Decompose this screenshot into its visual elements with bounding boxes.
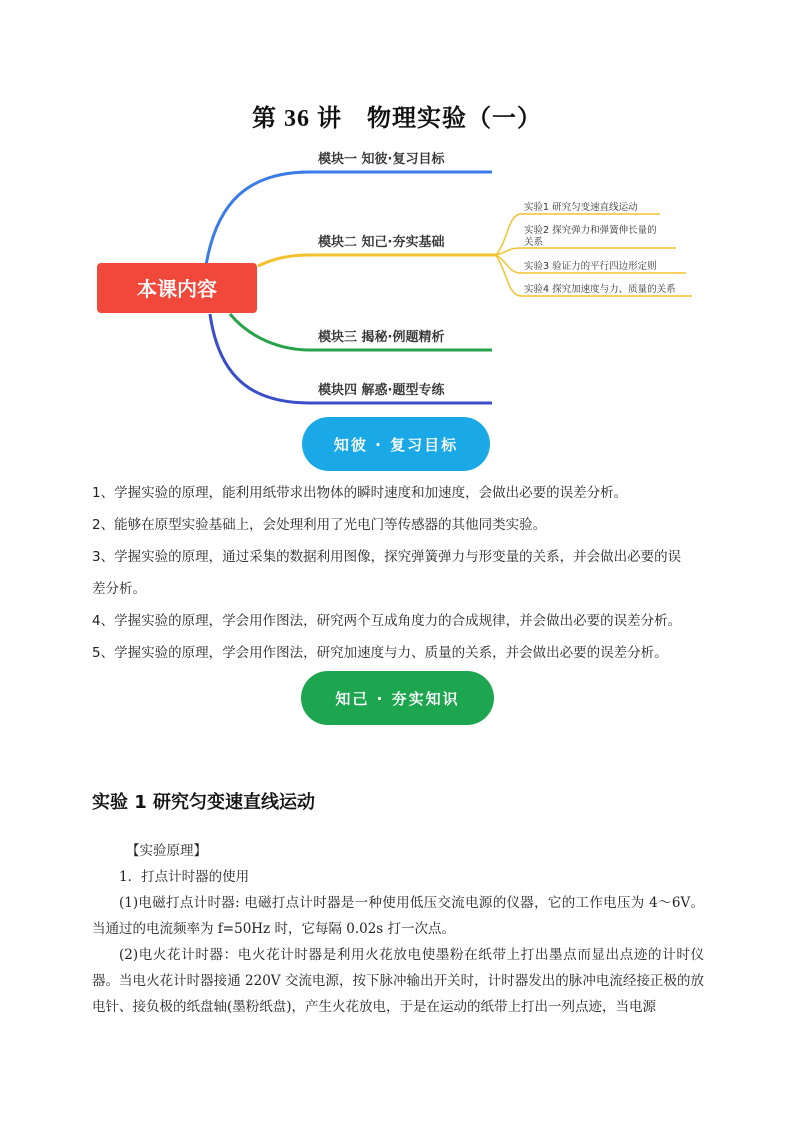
sub-item-2: 实验2 探究弹力和弹簧伸长量的 — [524, 225, 657, 236]
branch-label-3: 模块三 揭秘·例题精析 — [318, 330, 445, 345]
paragraph-2: (2)电火花计时器：电火花计时器是利用火花放电使墨粉在纸带上打出墨点而显出点迹的计时仪器。当电火花计时器接通 220V 交流电源，按下脉冲输出开关时，计时器发出的脉冲电流经接正极的放电针、接负极的纸盘轴(墨粉纸盘)，产生火花放电，于是在运动的纸带上打出一列点迹，当电源 — [92, 947, 704, 1015]
principle-label: 【实验原理】 — [126, 843, 207, 859]
section-body — [92, 838, 704, 1020]
mind-map — [0, 0, 794, 420]
review-goals-badge: 知彼 · 复习目标 — [302, 417, 490, 471]
sub-item-3: 实验3 验证力的平行四边形定则 — [524, 261, 657, 272]
branch-line-1 — [205, 172, 492, 272]
branch-line-2 — [258, 255, 496, 266]
section-heading: 实验 1 研究匀变速直线运动 — [92, 792, 316, 813]
page-title: 第 36 讲 物理实验（一） — [252, 106, 542, 132]
branch-label-2: 模块二 知己·夯实基础 — [318, 235, 445, 250]
objective-3-cont: 差分析。 — [92, 581, 146, 597]
objective-4: 4、学握实验的原理，学会用作图法，研究两个互成角度力的合成规律，并会做出必要的误差分析。 — [92, 613, 682, 629]
sub-line-2 — [496, 248, 676, 255]
root-label: 本课内容 — [137, 277, 217, 301]
objective-1: 1、学握实验的原理，能利用纸带求出物体的瞬时速度和加速度，会做出必要的误差分析。 — [92, 485, 628, 501]
paragraph-1: (1)电磁打点计时器: 电磁打点计时器是一种使用低压交流电源的仪器，它的工作电压为 4～6V。当通过的电流频率为 f=50Hz 时，它每隔 0.02s 打一次点。 — [92, 895, 704, 937]
branch-label-4: 模块四 解惑·题型专练 — [318, 383, 445, 398]
objective-5: 5、学握实验的原理，学会用作图法，研究加速度与力、质量的关系，并会做出必要的误差分析。 — [92, 645, 668, 661]
objectives-list — [92, 477, 704, 669]
sub-item-4: 实验4 探究加速度与力、质量的关系 — [524, 284, 676, 295]
consolidate-knowledge-badge: 知己 · 夯实知识 — [301, 671, 494, 725]
objective-2: 2、能够在原型实验基础上，会处理利用了光电门等传感器的其他同类实验。 — [92, 517, 547, 533]
sub-item-2b: 关系 — [524, 237, 544, 248]
objective-3: 3、学握实验的原理，通过采集的数据利用图像，探究弹簧弹力与形变量的关系，并会做出必要的误 — [92, 549, 682, 565]
item-heading-1: 1．打点计时器的使用 — [119, 869, 250, 885]
branch-label-1: 模块一 知彼·复习目标 — [318, 152, 445, 167]
sub-item-1: 实验1 研究匀变速直线运动 — [524, 202, 638, 213]
